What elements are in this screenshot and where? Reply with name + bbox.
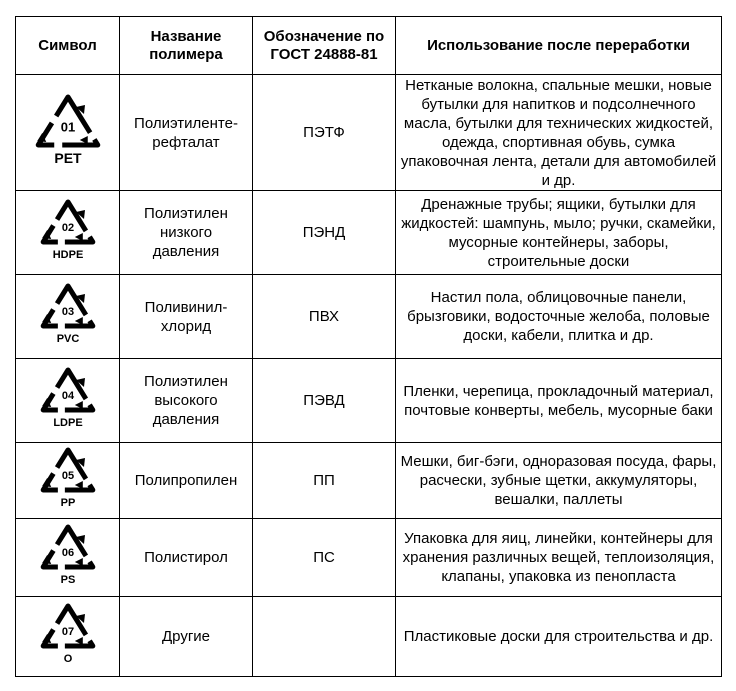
recycle-triangle-icon: [33, 283, 103, 345]
recycle-triangle-icon: [33, 199, 103, 261]
recycle-code: 01: [60, 119, 75, 135]
gost-designation: [253, 597, 396, 677]
symbol-cell: [16, 443, 120, 519]
recycle-code: 02: [61, 221, 74, 234]
symbol-cell: [16, 359, 120, 443]
gost-designation: ПЭВД: [253, 359, 396, 443]
header-row: [16, 17, 722, 75]
recycle-code: 04: [61, 389, 74, 402]
usage-description: Дренажные трубы; ящики, бутылки для жидкостей: шампунь, мыло; ручки, скамейки, мусорные контейнеры, заборы, строительные доски: [396, 191, 722, 275]
recycle-triangle-icon: [33, 94, 103, 166]
polymer-name: Поливинил-хлорид: [120, 275, 253, 359]
polymer-name: Полиэтиленте-рефталат: [120, 75, 253, 191]
usage-description: Настил пола, облицовочные панели, брызговики, водосточные желоба, половые доски, кабели, плитка и др.: [396, 275, 722, 359]
recycle-triangle-icon: [33, 603, 103, 665]
polymer-name: Полиэтилен низкого давления: [120, 191, 253, 275]
polymer-name: Полистирол: [120, 519, 253, 597]
symbol-cell: [16, 75, 120, 191]
header-symbol: Символ: [16, 17, 120, 75]
usage-description: Пленки, черепица, прокладочный материал, почтовые конверты, мебель, мусорные баки: [396, 359, 722, 443]
table-row: [16, 359, 722, 443]
gost-designation: ПЭНД: [253, 191, 396, 275]
polymer-abbreviation: LDPE: [52, 417, 83, 429]
table-row: [16, 519, 722, 597]
polymer-name: Полипропилен: [120, 443, 253, 519]
recycle-triangle-icon: [33, 524, 103, 586]
table-row: [16, 75, 722, 191]
usage-description: Нетканые волокна, спальные мешки, новые бутылки для напитков и подсолнечного масла, бутылки для технических жидкостей, одежда, спортивная обувь, сумка упаковочная лента, детали для автомобилей и др.: [396, 75, 722, 191]
table-row: [16, 443, 722, 519]
gost-designation: ПЭТФ: [253, 75, 396, 191]
recycle-code: 03: [61, 305, 74, 318]
recycle-code: 07: [61, 625, 74, 638]
symbol-cell: [16, 191, 120, 275]
header-gost: Обозначение по ГОСТ 24888-81: [253, 17, 396, 75]
symbol-cell: [16, 275, 120, 359]
polymer-abbreviation: PS: [60, 574, 75, 586]
recycle-code: 06: [61, 546, 74, 559]
polymer-name: Полиэтилен высокого давления: [120, 359, 253, 443]
header-usage: Использование после переработки: [396, 17, 722, 75]
polymer-abbreviation: PVC: [56, 333, 79, 345]
polymer-abbreviation: O: [63, 653, 72, 665]
polymer-abbreviation: HDPE: [52, 249, 83, 261]
gost-designation: ПП: [253, 443, 396, 519]
table-row: [16, 597, 722, 677]
header-name: Название полимера: [120, 17, 253, 75]
table-row: [16, 275, 722, 359]
gost-designation: ПВХ: [253, 275, 396, 359]
symbol-cell: [16, 597, 120, 677]
gost-designation: ПС: [253, 519, 396, 597]
usage-description: Упаковка для яиц, линейки, контейнеры для хранения различных вещей, теплоизоляция, клапаны, упаковка из пенопласта: [396, 519, 722, 597]
polymer-name: Другие: [120, 597, 253, 677]
polymer-abbreviation: PET: [53, 150, 82, 166]
symbol-cell: [16, 519, 120, 597]
recycle-code: 05: [61, 469, 74, 482]
polymer-table: [15, 16, 722, 677]
recycle-triangle-icon: [33, 367, 103, 429]
table-row: [16, 191, 722, 275]
polymer-abbreviation: PP: [60, 497, 75, 509]
recycle-triangle-icon: [33, 447, 103, 509]
usage-description: Пластиковые доски для строительства и др.: [396, 597, 722, 677]
usage-description: Мешки, биг-бэги, одноразовая посуда, фары, расчески, зубные щетки, аккумуляторы, вешалки, паллеты: [396, 443, 722, 519]
